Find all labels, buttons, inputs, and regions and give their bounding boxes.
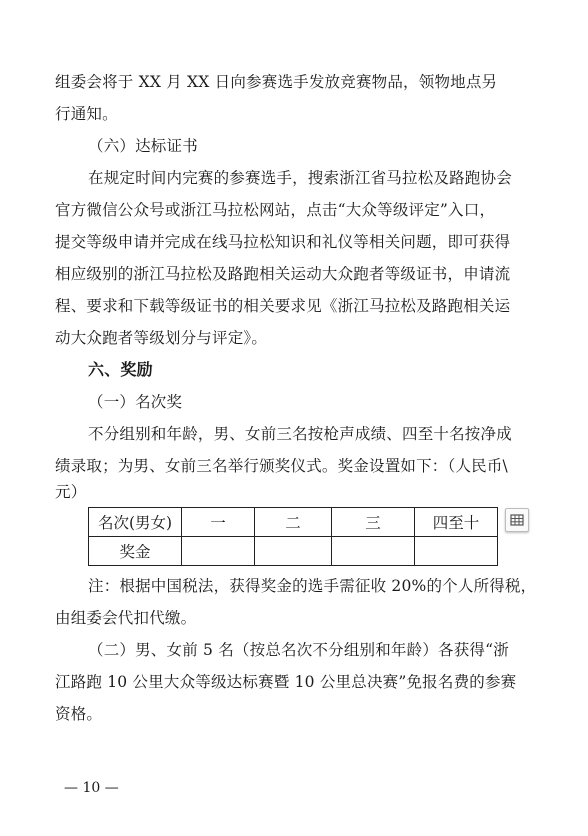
table-cell: 名次(男女)	[89, 508, 182, 537]
table-icon[interactable]	[505, 508, 529, 532]
table-cell: 奖金	[89, 537, 182, 566]
paragraph-line: （二）男、女前 5 名（按总名次不分组别和年龄）各获得“浙	[88, 641, 509, 659]
paragraph-line: 资格。	[55, 705, 103, 723]
paragraph-line: 行通知。	[55, 105, 118, 123]
paragraph-line: 江路跑 10 公里大众等级达标赛暨 10 公里总决赛”免报名费的参赛	[55, 673, 517, 691]
table-header-row	[89, 508, 498, 537]
table-row	[89, 537, 498, 566]
subsection-title: （六）达标证书	[88, 137, 198, 155]
paragraph-line: 程、要求和下载等级证书的相关要求见《浙江马拉松及路跑相关运	[55, 297, 511, 315]
paragraph-line: 绩录取；为男、女前三名举行颁奖仪式。奖金设置如下：（人民币\	[55, 457, 508, 475]
table-cell: 四至十	[415, 508, 498, 537]
page-number: — 10 —	[64, 780, 119, 796]
paragraph-line: 官方微信公众号或浙江马拉松网站，点击“大众等级评定”入口，	[55, 201, 496, 219]
paragraph-line: 相应级别的浙江马拉松及路跑相关运动大众跑者等级证书，申请流	[55, 265, 511, 283]
paragraph-line: 动大众跑者等级划分与评定》。	[55, 329, 268, 347]
table-cell	[415, 537, 498, 566]
table-cell	[332, 537, 415, 566]
paragraph-line: 由组委会代扣代缴。	[55, 609, 197, 627]
table-cell: 三	[332, 508, 415, 537]
paragraph-line: 组委会将于 XX 月 XX 日向参赛选手发放竞赛物品，领物地点另	[55, 73, 498, 91]
table-cell	[255, 537, 332, 566]
paragraph-line: 元）	[55, 483, 87, 501]
paragraph-line: 在规定时间内完赛的参赛选手，搜索浙江省马拉松及路跑协会	[88, 169, 512, 187]
table-cell	[182, 537, 255, 566]
table-cell: 一	[182, 508, 255, 537]
prize-table	[88, 507, 498, 566]
section-heading: 六、奖励	[88, 360, 153, 379]
paragraph-line: 提交等级申请并完成在线马拉松知识和礼仪等相关问题，即可获得	[55, 233, 511, 251]
paragraph-line: 不分组别和年龄，男、女前三名按枪声成绩、四至十名按净成	[88, 425, 512, 443]
subsection-title: （一）名次奖	[88, 393, 183, 411]
note-line: 注：根据中国税法，获得奖金的选手需征收 20%的个人所得税，	[88, 577, 537, 595]
table-cell: 二	[255, 508, 332, 537]
